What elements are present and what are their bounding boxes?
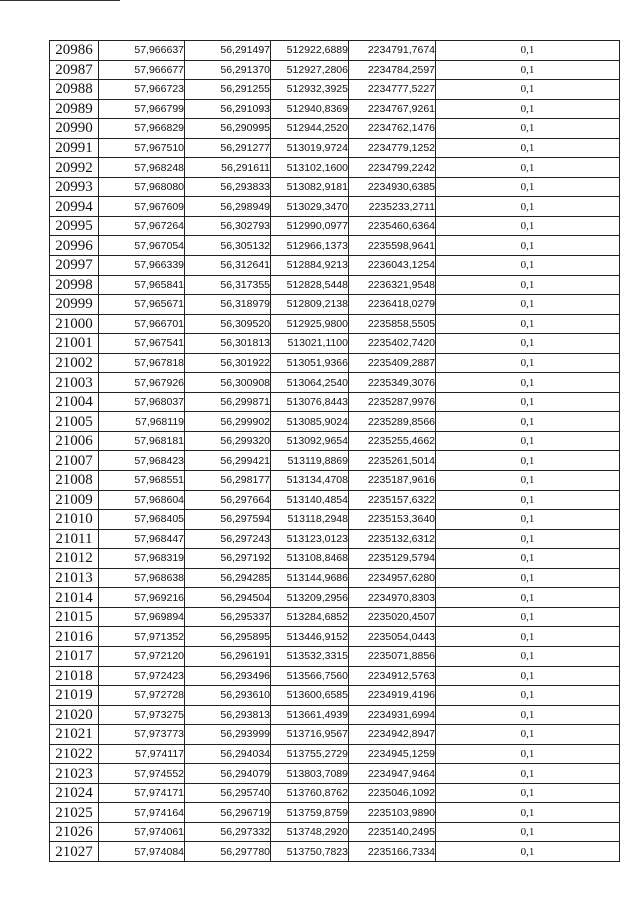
- point-number-cell: 20987: [50, 60, 99, 80]
- y-coordinate-cell: 2235103,9890: [349, 803, 436, 823]
- table-row: [50, 334, 620, 354]
- accuracy-cell: 0,1: [436, 236, 620, 256]
- longitude-cell: 56,318979: [185, 295, 271, 315]
- latitude-cell: 57,967609: [99, 197, 185, 217]
- y-coordinate-cell: 2235140,2495: [349, 822, 436, 842]
- accuracy-cell: 0,1: [436, 646, 620, 666]
- latitude-cell: 57,966637: [99, 41, 185, 61]
- accuracy-cell: 0,1: [436, 177, 620, 197]
- accuracy-cell: 0,1: [436, 80, 620, 100]
- accuracy-cell: 0,1: [436, 158, 620, 178]
- x-coordinate-cell: 512809,2138: [271, 295, 349, 315]
- x-coordinate-cell: 513140,4854: [271, 490, 349, 510]
- point-number-cell: 21020: [50, 705, 99, 725]
- y-coordinate-cell: 2236321,9548: [349, 275, 436, 295]
- point-number-cell: 21013: [50, 568, 99, 588]
- x-coordinate-cell: 513532,3315: [271, 646, 349, 666]
- table-row: [50, 138, 620, 158]
- latitude-cell: 57,974117: [99, 744, 185, 764]
- longitude-cell: 56,295740: [185, 783, 271, 803]
- longitude-cell: 56,294285: [185, 568, 271, 588]
- y-coordinate-cell: 2235020,4507: [349, 607, 436, 627]
- longitude-cell: 56,291255: [185, 80, 271, 100]
- latitude-cell: 57,973773: [99, 725, 185, 745]
- y-coordinate-cell: 2235598,9641: [349, 236, 436, 256]
- table-row: [50, 158, 620, 178]
- latitude-cell: 57,967541: [99, 334, 185, 354]
- latitude-cell: 57,968405: [99, 510, 185, 530]
- latitude-cell: 57,974061: [99, 822, 185, 842]
- x-coordinate-cell: 512990,0977: [271, 216, 349, 236]
- x-coordinate-cell: 513209,2956: [271, 588, 349, 608]
- table-row: [50, 119, 620, 139]
- accuracy-cell: 0,1: [436, 295, 620, 315]
- accuracy-cell: 0,1: [436, 119, 620, 139]
- x-coordinate-cell: 513021,1100: [271, 334, 349, 354]
- latitude-cell: 57,965671: [99, 295, 185, 315]
- longitude-cell: 56,295895: [185, 627, 271, 647]
- latitude-cell: 57,966339: [99, 256, 185, 276]
- table-row: [50, 256, 620, 276]
- accuracy-cell: 0,1: [436, 549, 620, 569]
- longitude-cell: 56,312641: [185, 256, 271, 276]
- latitude-cell: 57,968248: [99, 158, 185, 178]
- x-coordinate-cell: 513118,2948: [271, 510, 349, 530]
- point-number-cell: 21021: [50, 725, 99, 745]
- point-number-cell: 21011: [50, 529, 99, 549]
- accuracy-cell: 0,1: [436, 666, 620, 686]
- longitude-cell: 56,309520: [185, 314, 271, 334]
- x-coordinate-cell: 512922,6889: [271, 41, 349, 61]
- longitude-cell: 56,291277: [185, 138, 271, 158]
- x-coordinate-cell: 512940,8369: [271, 99, 349, 119]
- y-coordinate-cell: 2234957,6280: [349, 568, 436, 588]
- y-coordinate-cell: 2235349,3076: [349, 373, 436, 393]
- longitude-cell: 56,296191: [185, 646, 271, 666]
- longitude-cell: 56,294079: [185, 764, 271, 784]
- point-number-cell: 21014: [50, 588, 99, 608]
- accuracy-cell: 0,1: [436, 822, 620, 842]
- table-row: [50, 431, 620, 451]
- x-coordinate-cell: 513123,0123: [271, 529, 349, 549]
- y-coordinate-cell: 2235287,9976: [349, 392, 436, 412]
- point-number-cell: 20993: [50, 177, 99, 197]
- coordinates-table: [49, 40, 620, 862]
- longitude-cell: 56,297332: [185, 822, 271, 842]
- x-coordinate-cell: 513759,8759: [271, 803, 349, 823]
- y-coordinate-cell: 2234767,9261: [349, 99, 436, 119]
- longitude-cell: 56,293833: [185, 177, 271, 197]
- latitude-cell: 57,966723: [99, 80, 185, 100]
- accuracy-cell: 0,1: [436, 41, 620, 61]
- accuracy-cell: 0,1: [436, 764, 620, 784]
- y-coordinate-cell: 2235261,5014: [349, 451, 436, 471]
- accuracy-cell: 0,1: [436, 744, 620, 764]
- y-coordinate-cell: 2234912,5763: [349, 666, 436, 686]
- point-number-cell: 21016: [50, 627, 99, 647]
- accuracy-cell: 0,1: [436, 392, 620, 412]
- accuracy-cell: 0,1: [436, 803, 620, 823]
- y-coordinate-cell: 2234762,1476: [349, 119, 436, 139]
- x-coordinate-cell: 513119,8869: [271, 451, 349, 471]
- point-number-cell: 20996: [50, 236, 99, 256]
- longitude-cell: 56,299871: [185, 392, 271, 412]
- y-coordinate-cell: 2235187,9616: [349, 471, 436, 491]
- accuracy-cell: 0,1: [436, 256, 620, 276]
- latitude-cell: 57,974171: [99, 783, 185, 803]
- table-row: [50, 783, 620, 803]
- point-number-cell: 21019: [50, 686, 99, 706]
- accuracy-cell: 0,1: [436, 412, 620, 432]
- x-coordinate-cell: 513446,9152: [271, 627, 349, 647]
- accuracy-cell: 0,1: [436, 60, 620, 80]
- point-number-cell: 21008: [50, 471, 99, 491]
- y-coordinate-cell: 2234799,2242: [349, 158, 436, 178]
- accuracy-cell: 0,1: [436, 275, 620, 295]
- longitude-cell: 56,297243: [185, 529, 271, 549]
- table-row: [50, 451, 620, 471]
- point-number-cell: 21017: [50, 646, 99, 666]
- accuracy-cell: 0,1: [436, 451, 620, 471]
- latitude-cell: 57,966799: [99, 99, 185, 119]
- longitude-cell: 56,291611: [185, 158, 271, 178]
- point-number-cell: 21003: [50, 373, 99, 393]
- point-number-cell: 20994: [50, 197, 99, 217]
- table-row: [50, 627, 620, 647]
- y-coordinate-cell: 2235255,4662: [349, 431, 436, 451]
- table-row: [50, 392, 620, 412]
- y-coordinate-cell: 2234791,7674: [349, 41, 436, 61]
- x-coordinate-cell: 513144,9686: [271, 568, 349, 588]
- table-row: [50, 216, 620, 236]
- x-coordinate-cell: 512932,3925: [271, 80, 349, 100]
- latitude-cell: 57,966829: [99, 119, 185, 139]
- y-coordinate-cell: 2235132,6312: [349, 529, 436, 549]
- latitude-cell: 57,968423: [99, 451, 185, 471]
- latitude-cell: 57,967054: [99, 236, 185, 256]
- table-row: [50, 822, 620, 842]
- latitude-cell: 57,968638: [99, 568, 185, 588]
- table-row: [50, 549, 620, 569]
- table-row: [50, 666, 620, 686]
- longitude-cell: 56,293496: [185, 666, 271, 686]
- longitude-cell: 56,302793: [185, 216, 271, 236]
- table-row: [50, 529, 620, 549]
- y-coordinate-cell: 2235157,6322: [349, 490, 436, 510]
- x-coordinate-cell: 512927,2806: [271, 60, 349, 80]
- point-number-cell: 21025: [50, 803, 99, 823]
- latitude-cell: 57,967510: [99, 138, 185, 158]
- longitude-cell: 56,293999: [185, 725, 271, 745]
- point-number-cell: 21015: [50, 607, 99, 627]
- table-row: [50, 41, 620, 61]
- longitude-cell: 56,297192: [185, 549, 271, 569]
- longitude-cell: 56,298177: [185, 471, 271, 491]
- point-number-cell: 20989: [50, 99, 99, 119]
- latitude-cell: 57,974084: [99, 842, 185, 862]
- accuracy-cell: 0,1: [436, 607, 620, 627]
- latitude-cell: 57,968037: [99, 392, 185, 412]
- point-number-cell: 21022: [50, 744, 99, 764]
- table-row: [50, 412, 620, 432]
- latitude-cell: 57,973275: [99, 705, 185, 725]
- accuracy-cell: 0,1: [436, 842, 620, 862]
- point-number-cell: 20986: [50, 41, 99, 61]
- accuracy-cell: 0,1: [436, 197, 620, 217]
- x-coordinate-cell: 512966,1373: [271, 236, 349, 256]
- table-row: [50, 314, 620, 334]
- table-row: [50, 803, 620, 823]
- point-number-cell: 21010: [50, 510, 99, 530]
- x-coordinate-cell: 513076,8443: [271, 392, 349, 412]
- accuracy-cell: 0,1: [436, 99, 620, 119]
- latitude-cell: 57,972120: [99, 646, 185, 666]
- latitude-cell: 57,969216: [99, 588, 185, 608]
- latitude-cell: 57,968119: [99, 412, 185, 432]
- longitude-cell: 56,294034: [185, 744, 271, 764]
- table-row: [50, 588, 620, 608]
- accuracy-cell: 0,1: [436, 686, 620, 706]
- latitude-cell: 57,971352: [99, 627, 185, 647]
- point-number-cell: 21002: [50, 353, 99, 373]
- accuracy-cell: 0,1: [436, 471, 620, 491]
- y-coordinate-cell: 2235409,2887: [349, 353, 436, 373]
- table-row: [50, 236, 620, 256]
- table-row: [50, 764, 620, 784]
- longitude-cell: 56,300908: [185, 373, 271, 393]
- x-coordinate-cell: 513051,9366: [271, 353, 349, 373]
- latitude-cell: 57,969894: [99, 607, 185, 627]
- accuracy-cell: 0,1: [436, 529, 620, 549]
- table-row: [50, 646, 620, 666]
- y-coordinate-cell: 2234919,4196: [349, 686, 436, 706]
- accuracy-cell: 0,1: [436, 314, 620, 334]
- longitude-cell: 56,298949: [185, 197, 271, 217]
- y-coordinate-cell: 2234970,8303: [349, 588, 436, 608]
- accuracy-cell: 0,1: [436, 510, 620, 530]
- y-coordinate-cell: 2234777,5227: [349, 80, 436, 100]
- longitude-cell: 56,299902: [185, 412, 271, 432]
- accuracy-cell: 0,1: [436, 353, 620, 373]
- point-number-cell: 20995: [50, 216, 99, 236]
- latitude-cell: 57,974164: [99, 803, 185, 823]
- table-row: [50, 80, 620, 100]
- x-coordinate-cell: 512944,2520: [271, 119, 349, 139]
- point-number-cell: 21004: [50, 392, 99, 412]
- point-number-cell: 21000: [50, 314, 99, 334]
- y-coordinate-cell: 2234784,2597: [349, 60, 436, 80]
- y-coordinate-cell: 2234930,6385: [349, 177, 436, 197]
- y-coordinate-cell: 2234945,1259: [349, 744, 436, 764]
- table-row: [50, 60, 620, 80]
- latitude-cell: 57,972423: [99, 666, 185, 686]
- point-number-cell: 20992: [50, 158, 99, 178]
- point-number-cell: 21006: [50, 431, 99, 451]
- x-coordinate-cell: 512884,9213: [271, 256, 349, 276]
- x-coordinate-cell: 513566,7560: [271, 666, 349, 686]
- accuracy-cell: 0,1: [436, 627, 620, 647]
- latitude-cell: 57,966701: [99, 314, 185, 334]
- accuracy-cell: 0,1: [436, 705, 620, 725]
- x-coordinate-cell: 513029,3470: [271, 197, 349, 217]
- table-row: [50, 510, 620, 530]
- y-coordinate-cell: 2234942,8947: [349, 725, 436, 745]
- accuracy-cell: 0,1: [436, 373, 620, 393]
- x-coordinate-cell: 513755,2729: [271, 744, 349, 764]
- longitude-cell: 56,299421: [185, 451, 271, 471]
- longitude-cell: 56,297780: [185, 842, 271, 862]
- latitude-cell: 57,974552: [99, 764, 185, 784]
- longitude-cell: 56,294504: [185, 588, 271, 608]
- y-coordinate-cell: 2235071,8856: [349, 646, 436, 666]
- x-coordinate-cell: 513092,9654: [271, 431, 349, 451]
- x-coordinate-cell: 513760,8762: [271, 783, 349, 803]
- latitude-cell: 57,968604: [99, 490, 185, 510]
- table-row: [50, 99, 620, 119]
- accuracy-cell: 0,1: [436, 431, 620, 451]
- x-coordinate-cell: 513085,9024: [271, 412, 349, 432]
- point-number-cell: 20997: [50, 256, 99, 276]
- y-coordinate-cell: 2235233,2711: [349, 197, 436, 217]
- latitude-cell: 57,968319: [99, 549, 185, 569]
- table-row: [50, 275, 620, 295]
- top-rule: [0, 0, 120, 1]
- x-coordinate-cell: 513750,7823: [271, 842, 349, 862]
- longitude-cell: 56,297594: [185, 510, 271, 530]
- point-number-cell: 21023: [50, 764, 99, 784]
- latitude-cell: 57,968080: [99, 177, 185, 197]
- y-coordinate-cell: 2235129,5794: [349, 549, 436, 569]
- longitude-cell: 56,297664: [185, 490, 271, 510]
- y-coordinate-cell: 2235166,7334: [349, 842, 436, 862]
- x-coordinate-cell: 513803,7089: [271, 764, 349, 784]
- accuracy-cell: 0,1: [436, 568, 620, 588]
- table-row: [50, 197, 620, 217]
- x-coordinate-cell: 513108,8468: [271, 549, 349, 569]
- longitude-cell: 56,291497: [185, 41, 271, 61]
- longitude-cell: 56,301813: [185, 334, 271, 354]
- point-number-cell: 21012: [50, 549, 99, 569]
- latitude-cell: 57,968447: [99, 529, 185, 549]
- accuracy-cell: 0,1: [436, 216, 620, 236]
- y-coordinate-cell: 2236043,1254: [349, 256, 436, 276]
- longitude-cell: 56,291370: [185, 60, 271, 80]
- y-coordinate-cell: 2234779,1252: [349, 138, 436, 158]
- y-coordinate-cell: 2235046,1092: [349, 783, 436, 803]
- y-coordinate-cell: 2235460,6364: [349, 216, 436, 236]
- accuracy-cell: 0,1: [436, 588, 620, 608]
- x-coordinate-cell: 513716,9567: [271, 725, 349, 745]
- latitude-cell: 57,967264: [99, 216, 185, 236]
- longitude-cell: 56,291093: [185, 99, 271, 119]
- latitude-cell: 57,965841: [99, 275, 185, 295]
- point-number-cell: 20988: [50, 80, 99, 100]
- x-coordinate-cell: 513661,4939: [271, 705, 349, 725]
- longitude-cell: 56,293610: [185, 686, 271, 706]
- table-row: [50, 686, 620, 706]
- latitude-cell: 57,967818: [99, 353, 185, 373]
- longitude-cell: 56,299320: [185, 431, 271, 451]
- table-row: [50, 471, 620, 491]
- table-row: [50, 842, 620, 862]
- accuracy-cell: 0,1: [436, 334, 620, 354]
- longitude-cell: 56,305132: [185, 236, 271, 256]
- accuracy-cell: 0,1: [436, 490, 620, 510]
- point-number-cell: 20999: [50, 295, 99, 315]
- accuracy-cell: 0,1: [436, 725, 620, 745]
- x-coordinate-cell: 513284,6852: [271, 607, 349, 627]
- latitude-cell: 57,967926: [99, 373, 185, 393]
- table-row: [50, 607, 620, 627]
- x-coordinate-cell: 513134,4708: [271, 471, 349, 491]
- accuracy-cell: 0,1: [436, 783, 620, 803]
- coordinates-table-body: [50, 41, 620, 862]
- point-number-cell: 20990: [50, 119, 99, 139]
- accuracy-cell: 0,1: [436, 138, 620, 158]
- latitude-cell: 57,968551: [99, 471, 185, 491]
- x-coordinate-cell: 513064,2540: [271, 373, 349, 393]
- table-row: [50, 295, 620, 315]
- point-number-cell: 21001: [50, 334, 99, 354]
- point-number-cell: 21024: [50, 783, 99, 803]
- x-coordinate-cell: 513019,9724: [271, 138, 349, 158]
- x-coordinate-cell: 513102,1600: [271, 158, 349, 178]
- longitude-cell: 56,290995: [185, 119, 271, 139]
- y-coordinate-cell: 2236418,0279: [349, 295, 436, 315]
- point-number-cell: 21009: [50, 490, 99, 510]
- table-row: [50, 725, 620, 745]
- x-coordinate-cell: 513082,9181: [271, 177, 349, 197]
- x-coordinate-cell: 512828,5448: [271, 275, 349, 295]
- latitude-cell: 57,966677: [99, 60, 185, 80]
- table-row: [50, 177, 620, 197]
- table-row: [50, 490, 620, 510]
- table-row: [50, 705, 620, 725]
- point-number-cell: 21026: [50, 822, 99, 842]
- table-row: [50, 353, 620, 373]
- x-coordinate-cell: 513748,2920: [271, 822, 349, 842]
- longitude-cell: 56,296719: [185, 803, 271, 823]
- longitude-cell: 56,301922: [185, 353, 271, 373]
- point-number-cell: 21027: [50, 842, 99, 862]
- table-row: [50, 568, 620, 588]
- point-number-cell: 21005: [50, 412, 99, 432]
- y-coordinate-cell: 2234931,6994: [349, 705, 436, 725]
- latitude-cell: 57,972728: [99, 686, 185, 706]
- point-number-cell: 21018: [50, 666, 99, 686]
- y-coordinate-cell: 2235289,8566: [349, 412, 436, 432]
- y-coordinate-cell: 2234947,9464: [349, 764, 436, 784]
- longitude-cell: 56,293813: [185, 705, 271, 725]
- y-coordinate-cell: 2235858,5505: [349, 314, 436, 334]
- point-number-cell: 21007: [50, 451, 99, 471]
- table-row: [50, 744, 620, 764]
- y-coordinate-cell: 2235402,7420: [349, 334, 436, 354]
- longitude-cell: 56,295337: [185, 607, 271, 627]
- longitude-cell: 56,317355: [185, 275, 271, 295]
- point-number-cell: 20991: [50, 138, 99, 158]
- x-coordinate-cell: 512925,9800: [271, 314, 349, 334]
- table-row: [50, 373, 620, 393]
- x-coordinate-cell: 513600,6585: [271, 686, 349, 706]
- point-number-cell: 20998: [50, 275, 99, 295]
- y-coordinate-cell: 2235153,3640: [349, 510, 436, 530]
- y-coordinate-cell: 2235054,0443: [349, 627, 436, 647]
- latitude-cell: 57,968181: [99, 431, 185, 451]
